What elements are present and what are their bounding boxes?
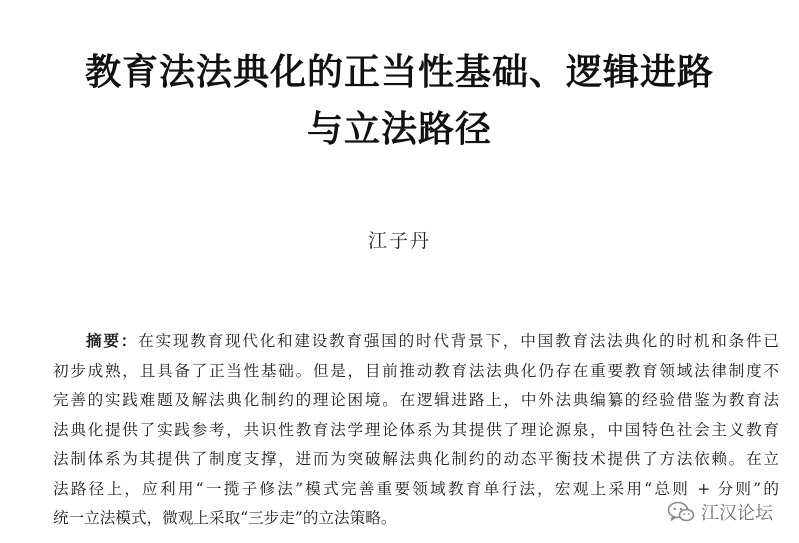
abstract-line: 法制体系为其提供了制度支撑，进而为突破解法典化制约的动态平衡技术提供了方法依赖。在立 — [53, 450, 779, 468]
watermark-text: 江汉论坛 — [701, 503, 773, 524]
abstract-line: 统一立法模式，微观上采取“三步走”的立法策略。 — [53, 509, 397, 527]
abstract-line: 法典化提供了实践参考，共识性教育法学理论体系为其提供了理论源泉，中国特色社会主义教育 — [53, 420, 779, 439]
abstract-label: 摘要： — [86, 332, 139, 350]
abstract-line: 完善的实践难题及解法典化制约的理论困境。在逻辑进路上，中外法典编纂的经验借鉴为教育法 — [53, 391, 779, 409]
abstract-line: 法路径上，应利用“一揽子修法”模式完善重要领域教育单行法，宏观上采用“总则 + 分则”的 — [53, 479, 779, 498]
watermark — [663, 497, 777, 527]
abstract-line: 初步成熟，且具备了正当性基础。但是，目前推动教育法法典化仍存在重要教育领域法律制度不 — [53, 361, 779, 380]
abstract-text: 在实现教育现代化和建设教育强国的时代背景下，中国教育法法典化的时机和条件已 — [138, 332, 779, 350]
paper-title-line-2: 与立法路径 — [306, 108, 492, 150]
paper-title-line-1: 教育法法典化的正当性基础、逻辑进路 — [84, 51, 714, 93]
paper-author: 江子丹 — [367, 230, 431, 252]
abstract-line — [53, 327, 779, 357]
wechat-icon — [667, 500, 695, 524]
